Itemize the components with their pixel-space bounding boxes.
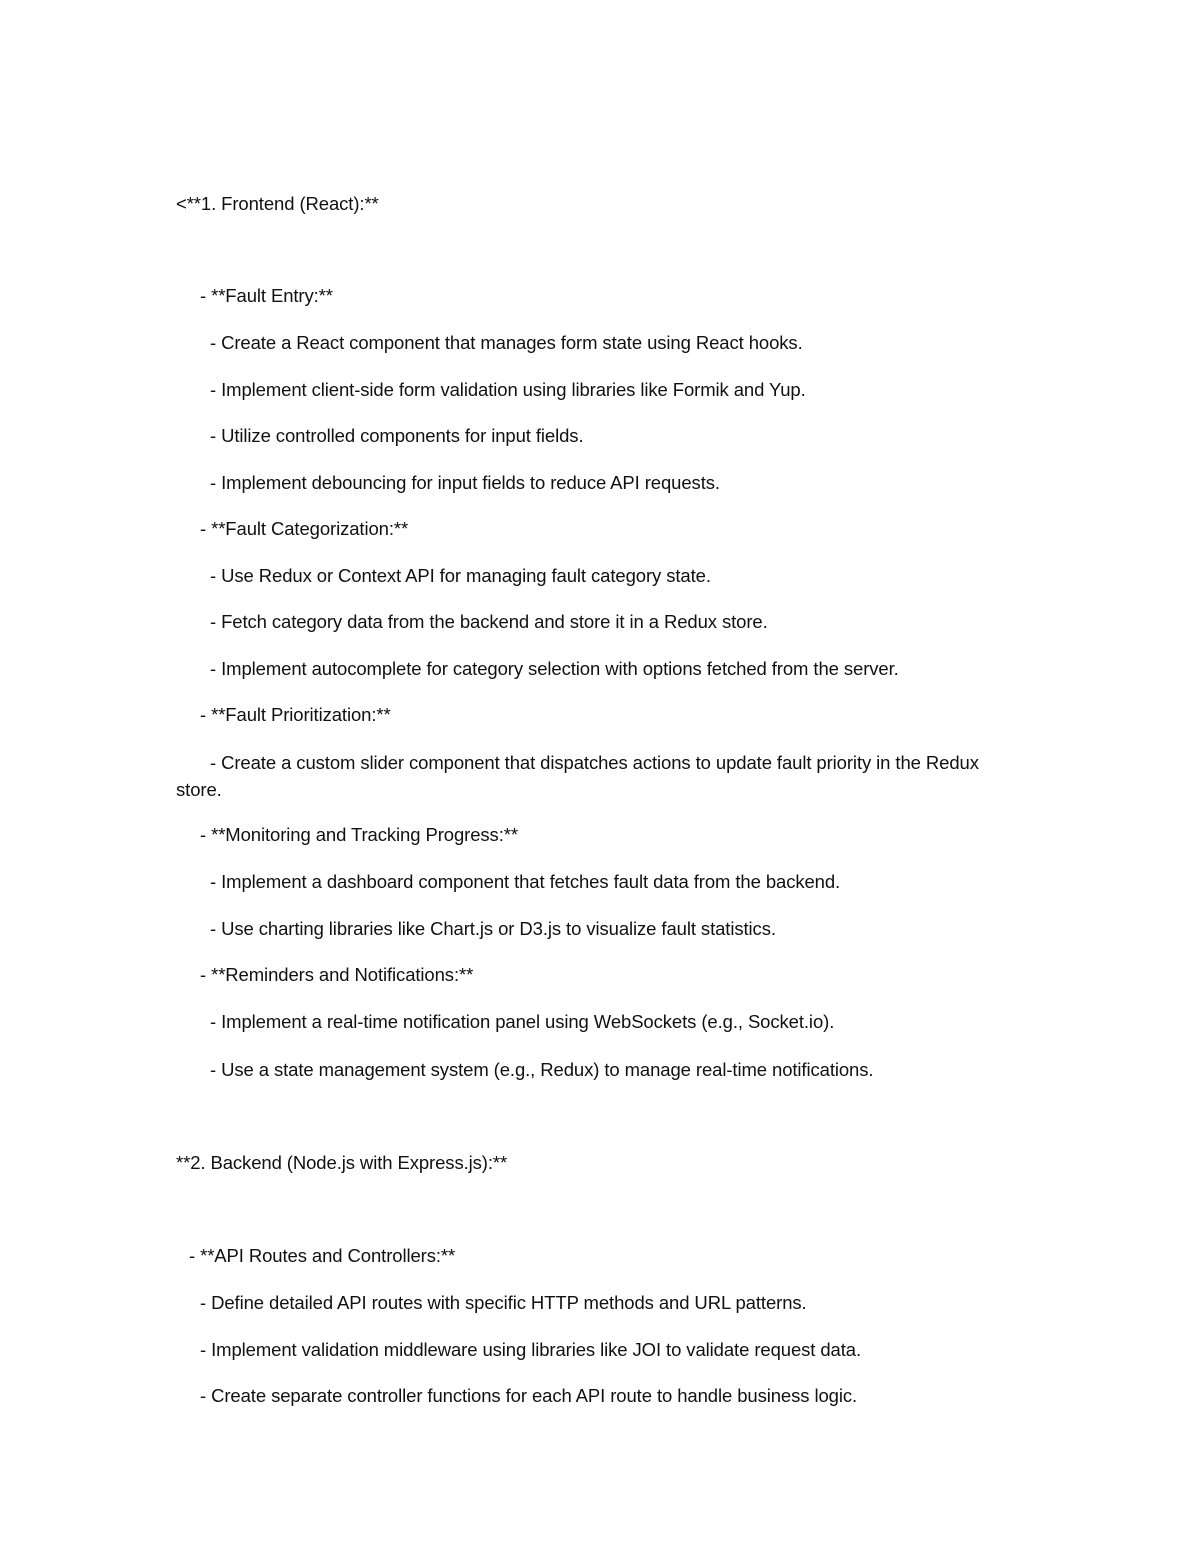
list-item: - Define detailed API routes with specific HTTP methods and URL patterns. [200, 1292, 807, 1313]
list-item: - Implement debouncing for input fields to reduce API requests. [210, 472, 720, 493]
subheading-reminders: - **Reminders and Notifications:** [200, 964, 474, 985]
list-item: - Fetch category data from the backend and store it in a Redux store. [210, 611, 768, 632]
list-item: - Implement a dashboard component that fetches fault data from the backend. [210, 871, 841, 892]
list-item: - Utilize controlled components for input fields. [210, 425, 584, 446]
list-item: - Create a custom slider component that dispatches actions to update fault priority in the Redux store. [176, 752, 979, 800]
section-heading-backend: **2. Backend (Node.js with Express.js):** [176, 1152, 508, 1173]
subheading-monitoring: - **Monitoring and Tracking Progress:** [200, 824, 518, 845]
list-item: - Implement a real-time notification panel using WebSockets (e.g., Socket.io). [210, 1011, 835, 1032]
list-item: - Implement autocomplete for category selection with options fetched from the server. [210, 658, 899, 679]
list-item: - Create a React component that manages form state using React hooks. [210, 332, 803, 353]
list-item: - Use Redux or Context API for managing fault category state. [210, 565, 711, 586]
subheading-fault-prioritization: - **Fault Prioritization:** [200, 704, 391, 725]
subheading-api-routes: - **API Routes and Controllers:** [189, 1245, 456, 1266]
subheading-fault-entry: - **Fault Entry:** [200, 285, 333, 306]
list-item: - Implement client-side form validation using libraries like Formik and Yup. [210, 379, 806, 400]
subheading-fault-categorization: - **Fault Categorization:** [200, 518, 409, 539]
section-heading-frontend: <**1. Frontend (React):** [176, 193, 379, 214]
list-item: - Use charting libraries like Chart.js or D3.js to visualize fault statistics. [210, 918, 776, 939]
list-item: - Use a state management system (e.g., Redux) to manage real-time notifications. [210, 1059, 874, 1080]
list-item: - Create separate controller functions for each API route to handle business logic. [200, 1385, 858, 1406]
list-item: - Implement validation middleware using libraries like JOI to validate request data. [200, 1339, 862, 1360]
